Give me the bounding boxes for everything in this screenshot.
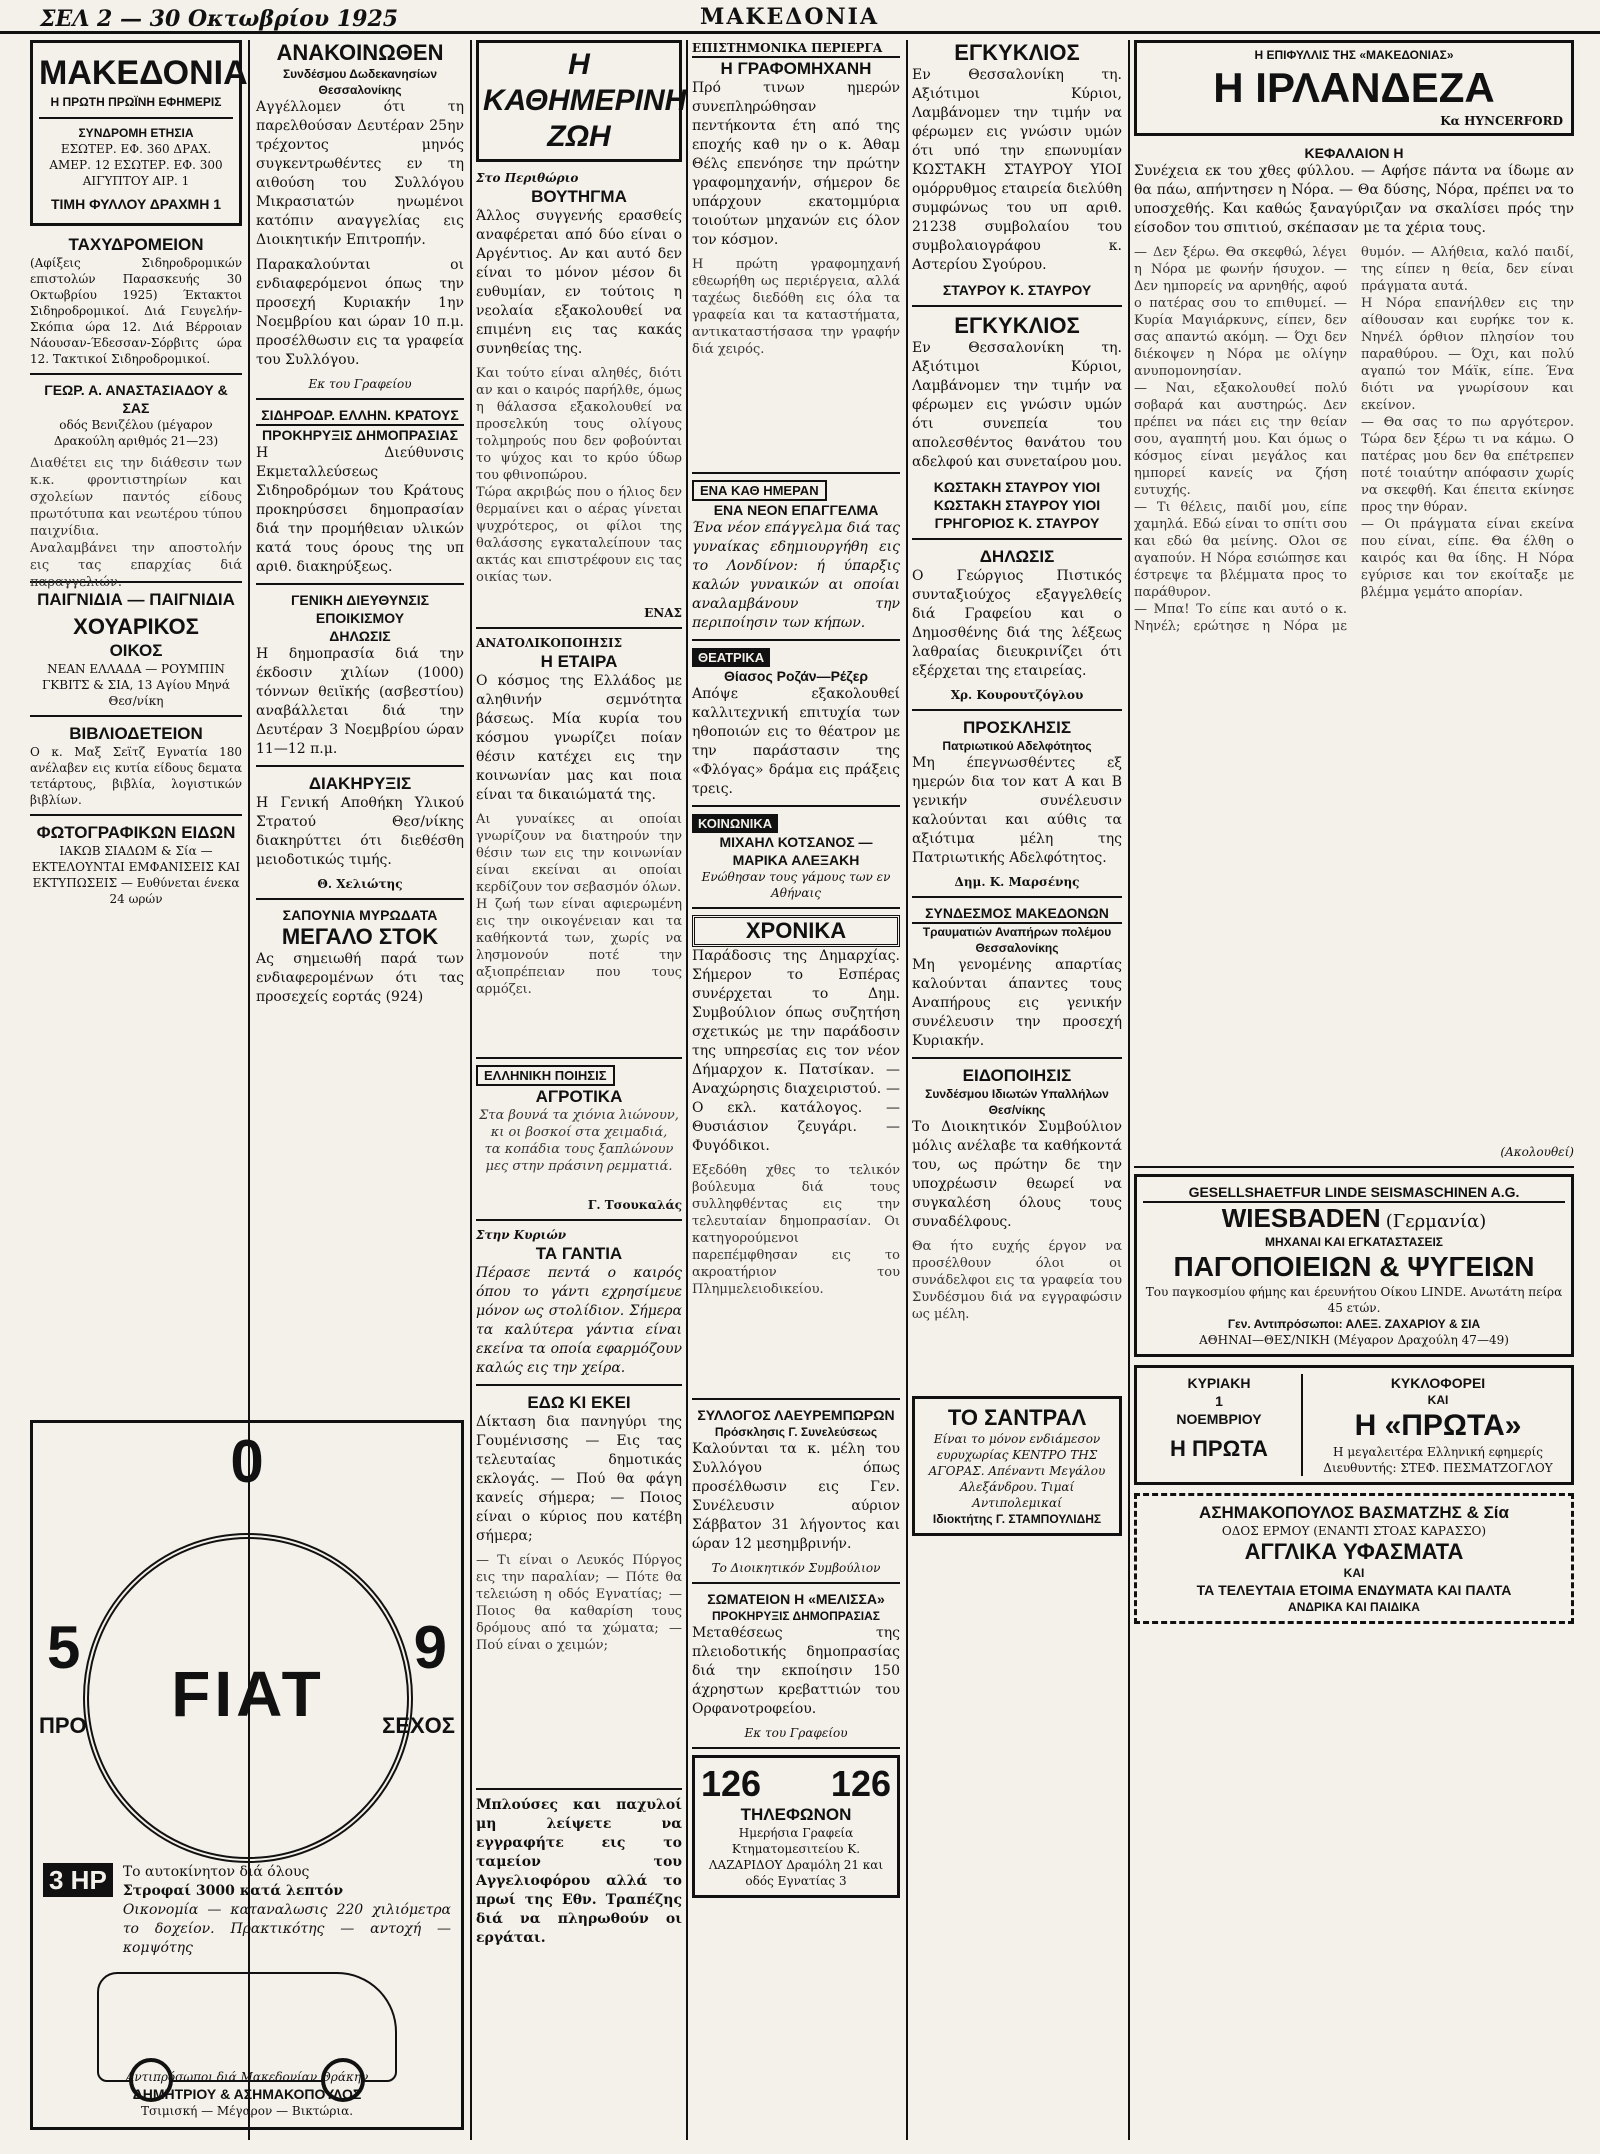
serial-continued: (Ακολουθεί) bbox=[1500, 1145, 1574, 1159]
prota-ad bbox=[1134, 1365, 1574, 1485]
santral-owner: Ιδιοκτήτης Γ. ΣΤΑΜΠΟΥΛΙΔΗΣ bbox=[932, 1512, 1102, 1526]
fiat-line-3: Οικονομία — καταναλωσις 220 χιλιόμετρα το δοχείον. Πρακτικότης — αντοχή — κομψότης bbox=[122, 1902, 451, 1956]
circular-signature-2: ΓΡΗΓΟΡΙΟΣ Κ. ΣΤΑΥΡΟΥ bbox=[934, 515, 1100, 531]
fiat-right-word: ΣΕΧΟΣ bbox=[382, 1713, 455, 1738]
fiat-agent-address: Τσιμισκή — Μέγαρον — Βικτώρια. bbox=[140, 2104, 354, 2118]
settlement-title: ΓΕΝΙΚΗ ΔΙΕΥΘΥΝΣΙΣ ΕΠΟΙΚΙΣΜΟΥ bbox=[290, 592, 430, 626]
typewriter-title: Η ΓΡΑΦΟΜΗΧΑΝΗ bbox=[720, 59, 872, 78]
fiat-details bbox=[43, 1863, 451, 2082]
linde-agent: Γεν. Αντιπρόσωποι: ΑΛΕΞ. ΖΑΧΑΡΙΟΥ & ΣΙΑ bbox=[1227, 1317, 1481, 1331]
gloves-title: ΤΑ ΓΑΝΤΙΑ bbox=[535, 1244, 623, 1263]
linde-line: ΜΗΧΑΝΑΙ ΚΑΙ ΕΓΚΑΤΑΣΤΑΣΕΙΣ bbox=[1264, 1235, 1444, 1249]
stock-title: ΜΕΓΑΛΟ ΣΤΟΚ bbox=[281, 924, 439, 949]
railway-title: ΣΙΔΗΡΟΔΡ. ΕΛΛΗΝ. ΚΡΑΤΟΥΣ bbox=[256, 406, 464, 426]
circular-firm-1: ΚΩΣΤΑΚΗ ΣΤΑΥΡΟΥ ΥΙΟΙ bbox=[933, 479, 1101, 495]
santral-ad bbox=[912, 1396, 1122, 1536]
margin-signature: ΕΝΑΣ bbox=[644, 606, 682, 620]
column-3 bbox=[476, 40, 687, 2130]
invitation-signature: Δημ. Κ. Μαρσένης bbox=[954, 875, 1080, 889]
column-2 bbox=[256, 40, 464, 1410]
daily-life-title: Η ΚΑΘΗΜΕΡΙΝΗ ΖΩΗ bbox=[483, 48, 687, 153]
prota-publish: ΚΥΚΛΟΦΟΡΕΙ bbox=[1390, 1375, 1486, 1391]
notice-body: Θα ήτο ευχής έργον να προσέλθουν όλοι οι συνάδελφοι εις τα γραφεία του Συνδέσμου διά να εγγραφώσιν ως μέλη. bbox=[912, 1239, 1122, 1322]
prota-paper: Η ΠΡΩΤΑ bbox=[1170, 1436, 1268, 1461]
poetry-body: Στα βουνά τα χιόνια λιώνουν, κι οι βοσκοί στα χειμαδιά, τα κοπάδια τους ξαπλώνουν μες στην πράσινη ρεμματιά. bbox=[479, 1108, 679, 1174]
asimakopoulos-ad bbox=[1134, 1493, 1574, 1624]
house-title: ΧΟΥΑΡΙΚΟΣ bbox=[73, 614, 199, 639]
announcement-subtitle: Συνδέσμου Δωδεκανησίων Θεσσαλονίκης bbox=[282, 67, 438, 97]
telephone-number-left: 126 bbox=[701, 1763, 762, 1804]
asimakopoulos-sub: ΑΝΔΡΙΚΑ ΚΑΙ ΠΑΙΔΙΚΑ bbox=[1288, 1600, 1420, 1614]
fiat-advertisement bbox=[30, 1420, 464, 2130]
fiat-left-digit: 5 bbox=[47, 1614, 81, 1681]
fiat-agent: Αντιπρόσωποι διά Μακεδονίαν Θράκην bbox=[125, 2070, 369, 2084]
fiat-right-digit: 9 bbox=[413, 1614, 447, 1681]
asimakopoulos-title: ΑΣΗΜΑΚΟΠΟΥΛΟΣ ΒΑΣΜΑΤΖΗΣ & Σία bbox=[1199, 1503, 1509, 1522]
announcement-text-1: Αγγέλλομεν ότι τη παρελθούσαν Δευτέραν 25ην τρέχοντος μηνός συγκεντρωθέντες εν τη αιθούση του Συλλόγου Μικρασιατών ηνωμένοι κατόπιν αναγγελίας εις Διοικητικήν Επιτροπήν. bbox=[256, 99, 464, 248]
union-title: ΣΥΝΔΕΣΜΟΣ ΜΑΚΕΔΟΝΩΝ bbox=[912, 904, 1122, 924]
serial-title: Η ΙΡΛΑΝΔΕΖΑ bbox=[1213, 64, 1495, 111]
prota-info-block bbox=[1311, 1374, 1565, 1476]
gloves-text: Πέρασε πεντά ο καιρός όπου το γάντι εχρησίμευε μόνον ως στολίδιον. Σήμερα τα καλύτερα γάντια είναι εκείνα τα οποία εφαρμόζουν καλώς εις την χείρα. bbox=[476, 1265, 682, 1376]
asimakopoulos-address: ΟΔΟΣ ΕΡΜΟΥ (ΕΝΑΝΤΙ ΣΤΟΑΣ ΚΑΡΑΣΣΟ) bbox=[1221, 1524, 1487, 1538]
prota-description: Η μεγαλειτέρα Ελληνική εφημερίς bbox=[1333, 1445, 1543, 1459]
column-divider bbox=[1128, 40, 1130, 2140]
railway-text: Η Διεύθυνσις Εκμεταλλεύσεως Σιδηροδρόμων του Κράτους προκηρύσσει δημοπρασίαν διά την προμήθειαν υλικών κατά τους όρους της υπ αριθ. διακηρύξεως. bbox=[256, 445, 464, 575]
chronicles-body: Εξεδόθη χθες το τελικόν βούλευμα διά τους συλληφθέντας εις την τελευταίαν δημοπρασίαν. Οι κατηγορούμενοι παρεπέμφθησαν εις το ακροατήριον του Πλημμελειοδικείου. bbox=[692, 1163, 900, 1297]
invitation-title: ΠΡΟΣΚΛΗΣΙΣ bbox=[962, 718, 1072, 737]
here-there-text: Δίκταση δια πανηγύρι της Γουμένισσης — Εις τας τελευταίας δημοτικάς εκλογάς. — Πού θα φάγη κανείς σήμερα; — Ποιος είναι ο κύριος που κατέβη σήμερα; bbox=[476, 1414, 682, 1544]
fiat-left-word: ΠΡΟ bbox=[39, 1713, 87, 1738]
margin-tag: Στο Περιθώριο bbox=[476, 171, 579, 185]
notice-text: Το Διοικητικόν Συμβούλιον μόλις ανέλαβε τα καθήκοντά του, ως πρώτην δε την υποχρέωσιν θεωρεί να συγκαλέση όλους τους συναδέλφους. bbox=[912, 1119, 1122, 1230]
house-text: ΝΕΑΝ ΕΛΛΑΔΑ — ΡΟΥΜΠΙΝ ΓΚΒΙΤΣ & ΣΙΑ, 13 Αγίου Μηνά Θεσ/νίκη bbox=[41, 662, 230, 708]
page-dateline: ΣΕΛ 2 — 30 Οκτωβρίου 1925 bbox=[40, 6, 399, 32]
poetry-signature: Γ. Τσουκαλάς bbox=[587, 1198, 682, 1212]
assoc-text: Καλούνται τα κ. μέλη του Συλλόγου όπως προσέλθωσιν εις Γεν. Συνέλευσιν αύριον Σάββατον 31 λήγοντος και ώραν 12 μεσημβρινήν. bbox=[692, 1441, 900, 1552]
poetry-title: ΑΓΡΟΤΙΚΑ bbox=[535, 1087, 623, 1106]
linde-ad bbox=[1134, 1174, 1574, 1357]
railway-subtitle: ΠΡΟΚΗΡΥΞΙΣ ΔΗΜΟΠΡΑΣΙΑΣ bbox=[262, 427, 458, 443]
linde-city: WIESBADEN bbox=[1221, 1203, 1381, 1233]
statement-title: ΔΗΛΩΣΙΣ bbox=[979, 547, 1055, 566]
assoc-subtitle: Πρόσκλησις Γ. Συνελεύσεως bbox=[714, 1425, 878, 1439]
settlement-subtitle: ΔΗΛΩΣΙΣ bbox=[329, 628, 391, 644]
toys-title: ΠΑΙΓΝΙΔΙΑ — ΠΑΙΓΝΙΔΙΑ bbox=[37, 590, 235, 609]
margin-title: ΒΟΥΤΗΓΜΑ bbox=[531, 187, 627, 206]
announcement-signature: Εκ του Γραφείου bbox=[308, 377, 412, 391]
photo-text: ΙΑΚΩΒ ΣΙΑΔΩΜ & Σία — ΕΚΤΕΛΟΥΝΤΑΙ ΕΜΦΑΝΙΣΕΙΣ ΚΑΙ ΕΚΤΥΠΩΣΕΙΣ — Ευθύνεται ένεκα 24 ωρών bbox=[31, 844, 241, 906]
prota-month: ΝΟΕΜΒΡΙΟΥ bbox=[1176, 1411, 1262, 1427]
masthead-box bbox=[30, 40, 248, 226]
fiat-brand: FIAT bbox=[171, 1658, 325, 1730]
assoc-signature: Το Διοικητικόν Συμβούλιον bbox=[711, 1561, 881, 1575]
union-text: Μη γενομένης απαρτίας καλούνται άπαντες τους Αναπήρους εις γενικήν συνέλευσιν την προσεχή Κυριακήν. bbox=[912, 957, 1122, 1049]
statement-signature: Χρ. Κουρουτζόγλου bbox=[950, 688, 1084, 702]
column-divider bbox=[906, 40, 908, 2140]
fiat-agent-names: ΔΗΜΗΤΡΙΟΥ & ΑΣΗΜΑΚΟΠΟΥΛΟΣ bbox=[132, 2086, 362, 2102]
declaration-signature: Θ. Χελιώτης bbox=[317, 877, 403, 891]
announcement-title: ΑΝΑΚΟΙΝΩΘΕΝ bbox=[276, 40, 444, 65]
fiat-line-1: Το αυτοκίνητον διά όλους bbox=[122, 1864, 310, 1880]
prota-date-block bbox=[1143, 1374, 1303, 1476]
margin-body: Και τούτο είναι αληθές, διότι αν και ο καιρός παρήλθε, όμως η θάλασσα εξακολουθεί να προσελκύη τους ολίγους τολμηρούς που δεν φοβούνται το ψύχος και το κρύο ύδωρ του φθινοπώρου. Τώρα ακριβώς που ο ήλιος δεν θερμαίνει και ο αέρας γίνεται ψυχρότερος, οι φίλοι της θαλάσσης εγκαταλείπουν τας ακτάς και επιστρέφουν εις τας οικίας των. bbox=[476, 366, 682, 585]
here-there-title: ΕΔΩ ΚΙ ΕΚΕΙ bbox=[527, 1393, 631, 1412]
subscription-text: ΕΣΩΤΕΡ. ΕΦ. 360 ΔΡΑΧ. ΑΜΕΡ. 12 ΕΣΩΤΕΡ. ΕΦ. 300 ΑΙΓΥΠΤΟΥ ΑΙΡ. 1 bbox=[49, 142, 223, 188]
etaira-title: Η ΕΤΑΙΡΑ bbox=[540, 652, 618, 671]
circular-signature-1: ΣΤΑΥΡΟΥ Κ. ΣΤΑΥΡΟΥ bbox=[942, 282, 1092, 298]
typewriter-body: Η πρώτη γραφομηχανή εθεωρήθη ως περιέργεια, αλλά ταχέως διεδόθη εις όλα τα γραφεία και τα καταστήματα, αντικαταστήσασα την γραφήν διά χειρός. bbox=[692, 257, 900, 357]
etaira-body: Αι γυναίκες αι οποίαι γνωρίζουν να διατηρούν την θέσιν των εις την κοινωνίαν είναι εκείναι αι οποίαι κερδίζουν τον σεβασμόν όλων. Η ζωή των είναι αφιερωμένη εις την οικογένειαν και τα καθήκοντά των, χωρίς να λησμονούν ποτέ την αξιοπρέπειαν που τους αρμόζει. bbox=[476, 812, 682, 997]
books-title: ΒΙΒΛΙΟΔΕΤΕΙΟΝ bbox=[69, 724, 203, 743]
page-header bbox=[0, 0, 1600, 34]
telephone-ad bbox=[692, 1755, 900, 1898]
fiat-agent-block bbox=[33, 2069, 461, 2119]
statement-text: Ο Γεώργιος Πιστικός συνταξιούχος εξαγγελθείς διά Γραφείου και ο Δημοσθένης διά της λέξεως λαθραίας διευκρινίζει ότι εξέρχεται της εταιρείας. bbox=[912, 568, 1122, 679]
etaira-tag: ΑΝΑΤΟΛΙΚΟΠΟΙΗΣΙΣ bbox=[476, 636, 623, 650]
circular-firm-2: ΚΩΣΤΑΚΗ ΣΤΑΥΡΟΥ ΥΙΟΙ bbox=[933, 497, 1101, 513]
linde-address: ΑΘΗΝΑΙ—ΘΕΣ/ΝΙΚΗ (Μέγαρον Δραχούλη 47—49) bbox=[1199, 1333, 1509, 1347]
announcement-text-2: Παρακαλούνται οι ενδιαφερόμενοι όπως την προσεχή Κυριακήν 1ην Νοεμβρίου και ώραν 10 π.μ. προσέλθωσιν εις τα γραφεία του Συλλόγου. bbox=[256, 257, 464, 368]
declaration-text: Η Γενική Αποθήκη Υλικού Στρατού Θεσ/νίκης διακηρύττει ότι διεθέσθη μειοδοτικώς τιμής. bbox=[256, 795, 464, 868]
melissa-signature: Εκ του Γραφείου bbox=[744, 1726, 848, 1740]
newspaper-title: ΜΑΚΕΔΟΝΙΑ bbox=[39, 54, 248, 92]
typewriter-text: Πρό τινων ημερών συνεπληρώθησαν πεντήκοντα έτη από της εποχής καθ ην ο κ. Άθαμ Θέλς επενόησε την πρώτην γραφομηχανήν, σήμερον δε υπάρχουν εκατομμύρια τοιούτων μηχανών εις όλον τον κόσμον. bbox=[692, 80, 900, 248]
chronicles-title: ΧΡΟΝΙΚΑ bbox=[692, 915, 900, 947]
shop-text: οδός Βενιζέλου (μέγαρον Δρακούλη αριθμός 21—23) bbox=[53, 418, 219, 448]
fiat-emblem bbox=[83, 1533, 413, 1863]
linde-country: (Γερμανία) bbox=[1385, 1211, 1487, 1232]
asimakopoulos-line: ΤΑ ΤΕΛΕΥΤΑΙΑ ΕΤΟΙΜΑ ΕΝΔΥΜΑΤΑ ΚΑΙ ΠΑΛΤΑ bbox=[1196, 1582, 1512, 1598]
daily-life-banner bbox=[476, 40, 687, 162]
circular-text-2: Εν Θεσσαλονίκη τη. Αξιότιμοι Κύριοι, Λαμβάνομεν την τιμήν να φέρωμεν εις γνώσιν υμών ότι συνεπεία του απολεσθέντος θανάτου του αδελφού και συνεταίρου μου. bbox=[912, 340, 1122, 470]
notice-title: ΕΙΔΟΠΟΙΗΣΙΣ bbox=[962, 1066, 1072, 1085]
photo-title: ΦΩΤΟΓΡΑΦΙΚΩΝ ΕΙΔΩΝ bbox=[36, 823, 236, 842]
column-1 bbox=[30, 40, 248, 1410]
fiat-model: 3 ΗΡ bbox=[43, 1863, 113, 1897]
prota-title: Η «ΠΡΩΤΑ» bbox=[1354, 1409, 1522, 1442]
telephone-label: ΤΗΛΕΦΩΝΟΝ bbox=[740, 1805, 852, 1824]
serial-banner bbox=[1134, 40, 1574, 136]
column-4 bbox=[692, 40, 900, 2130]
serial-text: Συνέχεια εκ του χθες φύλλου. — Αφήσε πάντα να ίδωμε αν θα πάω, απήντησεν η Νόρα. — Θα δύσης, Νόρα, πρέπει να το υποσχεθής. Και καθώς ξαναγύριζαν να σκαλίσει πρός την είσοδον του σπιτιού, σκέπασαν με τα χέρια τους. bbox=[1134, 163, 1574, 236]
fiat-line-2: Στροφαί 3000 κατά λεπτόν bbox=[122, 1883, 344, 1899]
column-5 bbox=[912, 40, 1122, 2130]
asimakopoulos-and: ΚΑΙ bbox=[1343, 1566, 1365, 1580]
santral-text: Είναι το μόνον ενδιάμεσον ευρυχωρίας ΚΕΝΤΡΟ ΤΗΣ ΑΓΟΡΑΣ. Απέναντι Μεγάλου Αλεξάνδρου. Τιμαί Αντιπολεμικαί bbox=[928, 1432, 1106, 1510]
profession-title: ΕΝΑ ΝΕΟΝ ΕΠΑΓΓΕΛΜΑ bbox=[713, 502, 879, 518]
car-illustration bbox=[97, 1972, 397, 2082]
circular-text-1: Εν Θεσσαλονίκη τη. Αξιότιμοι Κύριοι, Λαμβάνομεν την τιμήν να φέρωμεν εις γνώσιν υμών ότι υπό την επωνυμίαν ΚΩΣΤΑΚΗ ΣΤΑΥΡΟΥ ΥΙΟΙ ομόρρυθμος εταιρεία διελύθη συμφώνως του υπ αριθ. 21238 συμβολαίου του συμβολαιογράφου κ. Αστερίου Σγούρου. bbox=[912, 67, 1122, 273]
poetry-tag: ΕΛΛΗΝΙΚΗ ΠΟΙΗΣΙΣ bbox=[476, 1065, 615, 1086]
profession-text: Ένα νέον επάγγελμα διά τας γυναίκας εδημιουργήθη εις το Λονδίνον: ή ύπαρξις καλών γυναικών αι οποίαι αναλαμβάνουν την περιποίησιν των κήπων. bbox=[692, 520, 900, 631]
social-tag: ΚΟΙΝΩΝΙΚΑ bbox=[692, 814, 778, 833]
circular-title-1: ΕΓΚΥΚΛΙΟΣ bbox=[954, 40, 1080, 65]
house-subtitle: ΟΙΚΟΣ bbox=[109, 641, 163, 660]
serial-chapter: ΚΕΦΑΛΑΙΟΝ Η bbox=[1304, 145, 1404, 161]
serial-label: Η ΕΠΙΦΥΛΛΙΣ ΤΗΣ «ΜΑΚΕΔΟΝΙΑΣ» bbox=[1254, 48, 1454, 62]
typewriter-tag: ΕΠΙΣΤΗΜΟΝΙΚΑ ΠΕΡΙΕΡΓΑ bbox=[692, 40, 900, 58]
fiat-top-digit: 0 bbox=[230, 1428, 264, 1495]
linde-main: ΠΑΓΟΠΟΙΕΙΩΝ & ΨΥΓΕΙΩΝ bbox=[1173, 1251, 1535, 1282]
here-there-body: — Τι είναι ο Λευκός Πύργος εις την παραλίαν; — Πότε θα τελειώση η οδός Εγνατίας; — Ποιος θα καθαρίση τους δρόμους από τα χώματα; — Πού είναι ο χειμών; bbox=[476, 1553, 682, 1653]
assoc-title: ΣΥΛΛΟΓΟΣ ΛΑΕΥΡΕΜΠΩΡΩΝ bbox=[697, 1407, 895, 1423]
prota-day: ΚΥΡΙΑΚΗ bbox=[1187, 1375, 1251, 1391]
prota-editor: Διευθυντής: ΣΤΕΦ. ΠΕΣΜΑΤΖΟΓΛΟΥ bbox=[1323, 1461, 1553, 1475]
gloves-tag: Στην Κυριών bbox=[476, 1228, 567, 1242]
stock-text: Ας σημειωθή παρά των ενδιαφερομένων ότι τας προσεχείς εορτάς (924) bbox=[256, 951, 464, 1005]
page-paper-name: ΜΑΚΕΔΟΝΙΑ bbox=[700, 4, 880, 30]
subscription-title: ΣΥΝΔΡΟΜΗ ΕΤΗΣΙΑ bbox=[78, 126, 194, 140]
theatre-tag: ΘΕΑΤΡΙΚΑ bbox=[692, 648, 770, 667]
invitation-text: Μη έπεγνωσθέντες εξ ημερών δια τον κατ Α και Β γενικήν συνέλευσιν καλούνται και αύθις τα αξιότιμα μέλη της Πατριωτικής Αδελφότητος. bbox=[912, 755, 1122, 866]
declaration-title: ΔΙΑΚΗΡΥΞΙΣ bbox=[308, 774, 412, 793]
soap-title: ΣΑΠΟΥΝΙΑ ΜΥΡΩΔΑΤΑ bbox=[282, 907, 438, 923]
prota-and: ΚΑΙ bbox=[1427, 1393, 1449, 1407]
telephone-text: Ημερήσια Γραφεία Κτηματομεσιτείου Κ. ΛΑΖΑΡΙΔΟΥ Δραμόλη 21 και οδός Εγνατίας 3 bbox=[708, 1826, 884, 1888]
melissa-subtitle: ΠΡΟΚΗΡΥΞΙΣ ΔΗΜΟΠΡΑΣΙΑΣ bbox=[712, 1609, 880, 1623]
melissa-text: Μεταθέσεως της πλειοδοτικής δημοπρασίας διά την εκποίησιν 150 άχρηστων κρεβαττιών του Ορφανοτροφείου. bbox=[692, 1625, 900, 1717]
newspaper-subtitle: Η ΠΡΩΤΗ ΠΡΩΪΝΗ ΕΦΗΜΕΡΙΣ bbox=[50, 95, 222, 109]
post-text: (Αφίξεις Σιδηροδρομικών επιστολών Παρασκευής 30 Οκτωβρίου 1925) Έκτακτοι Σιδηροδρομικοί. Διά Γευγελήν-Σκόπια ώρα 12. Διά Βέρροιαν Νάουσαν-Έδεσσαν-Σόρβιτς ώρα 12. Τακτικοί Σιδηροδρομικοί. bbox=[30, 256, 242, 366]
chronicles-text: Παράδοσις της Δημαρχίας. Σήμερον το Εσπέρας συνέρχεται το Δημ. Συμβούλιον όπως συζητήση σχετικώς με την παράδοσιν της υπηρεσίας εις τον νέον Δήμαρχον κ. Πατσίκαν. — Αναχώρησις διαχειριστού. — Ο εκλ. κατάλογος. — Θυσιάσιον ζευγάρι. — Φυγόδικοι. bbox=[692, 948, 900, 1154]
invitation-subtitle: Πατριωτικού Αδελφότητος bbox=[942, 739, 1092, 753]
margin-text: Άλλος συγγενής ερασθείς αναφέρεται από δύο είναι ο Αργέντιος. Αν και αυτό δεν είναι το μόνον μέσον δι ευθυμίαν, εν τούτοις η νεολαία εξακολουθεί να επιμένη εις τας κακάς συνηθείας της. bbox=[476, 208, 682, 357]
union-subtitle: Τραυματιών Αναπήρων πολέμου Θεσσαλονίκης bbox=[922, 925, 1112, 955]
profession-tag: ΕΝΑ ΚΑΘ ΗΜΕΡΑΝ bbox=[692, 480, 827, 501]
serial-body: — Δεν ξέρω. Θα σκεφθώ, λέγει η Νόρα με φωνήν ήσυχον. — Δεν ημπορείς να αρνηθής, αφού ο πατέρας σου το επιθυμεί. — Κυρία Μαγιάρκυνς, είπεν, δεν σας απαντώ ακόμη. — Όχι δεν διέκοψεν η Νόρα με ολίγην ανυπομονησίαν. — Ναι, εξακολουθεί πολύ σοβαρά και αυστηρώς. Δεν πρέπει να πάει εις την θείαν σου, αγαπητή μου. Και όμως ο κόσμος είναι μεγάλος και ημπορεί κανείς να ζήση ευτυχής. — Τι θέλεις, παιδί μου, είπε χαμηλά. Εδώ είναι το σπίτι σου και εδώ θα μείνης. Ολοι σε αγαπούν. Η Νόρα εσιώπησε και έστρεψε τα βλέμματα προς το παράθυρον. — Μπα! Το είπε και αυτό ο κ. Νηνέλ; ερώτησε η Νόρα με θυμόν. — Αλήθεια, καλό παιδί, της είπεν η θεία, δεν είναι πράγματα αυτά. Η Νόρα επανήλθεν εις την αίθουσαν και ευρήκε τον κ. Νηνέλ όρθιον πλησίον του παραθύρου. — Όχι, και πολύ αγαπώ τον Μάϊκ, είπε. Ένα διότι να γνωρίσουν και εκείνον. — Θα σας το πω αργότερον. Τώρα δεν ξέρω τι να κάμω. Ο πατέρας μου δεν θα επέτρεπεν ποτέ τοιαύτην απόφασιν χωρίς να σκεφθή. Και έπειτα εκίνησε προς την θύραν. — Οι πράγματα είναι εκείνα που είναι, είπε. Θα έλθη ο καιρός και θα ίδης. Η Νόρα εγύρισε και τον εκοίταξε με βλέμμα γεμάτο απορίαν. bbox=[1134, 245, 1574, 634]
shop-body: Διαθέτει εις την διάθεσιν των κ.κ. φροντιστηρίων και σχολείων παντός είδους πρωτότυπα και νεωτέρου τύπου παιχνίδια. Αναλαμβάνει την αποστολήν εις τας επαρχίας διά παραγγελιών. bbox=[30, 456, 242, 590]
closing-text: Μπλούσες και παχυλοί μη λείψετε να εγγραφήτε εις το ταμείον του Αγγελιοφόρου αλλά το πρωί της Εθν. Τραπέζης διά να πληρωθούν οι εργάται. bbox=[476, 1797, 682, 1946]
notice-subtitle: Συνδέσμου Ιδιωτών Υπαλλήλων Θεσ/νίκης bbox=[925, 1087, 1109, 1117]
books-text: Ο κ. Μαξ Σεϊτζ Εγνατία 180 ανέλαβεν εις κυτία είδους δεματα τετάρτους, βιβλία, λογιστικών βιβλίων. bbox=[30, 745, 242, 807]
circular-title-2: ΕΓΚΥΚΛΙΟΣ bbox=[954, 313, 1080, 338]
linde-brand: GESELLSHAETFUR LINDE SEISMASCHINEN A.G. bbox=[1143, 1183, 1565, 1203]
column-divider bbox=[470, 40, 472, 2140]
post-title: ΤΑΧΥΔΡΟΜΕΙΟΝ bbox=[68, 235, 204, 254]
column-6 bbox=[1134, 40, 1574, 2130]
serial-author: Κα HYNCERFORD bbox=[1440, 114, 1563, 128]
price-line: ΤΙΜΗ ΦΥΛΛΟΥ ΔΡΑΧΜΗ 1 bbox=[50, 196, 222, 212]
column-divider bbox=[686, 40, 688, 2140]
theatre-text: Απόψε εξακολουθεί καλλιτεχνική επιτυχία των ηθοποιών εις το θέατρον με την παράστασιν της «Φλόγας» δράμα εις πράξεις τρεις. bbox=[692, 686, 900, 797]
santral-title: ΤΟ ΣΑΝΤΡΑΛ bbox=[947, 1405, 1087, 1430]
asimakopoulos-main: ΑΓΓΛΙΚΑ ΥΦΑΣΜΑΤΑ bbox=[1244, 1539, 1464, 1564]
shop-title: ΓΕΩΡ. Α. ΑΝΑΣΤΑΣΙΑΔΟΥ & ΣΑΣ bbox=[44, 382, 228, 416]
melissa-title: ΣΩΜΑΤΕΙΟΝ Η «ΜΕΛΙΣΣΑ» bbox=[707, 1591, 885, 1607]
social-subtitle: Ενώθησαν τους γάμους των εν Αθήναις bbox=[701, 870, 891, 900]
etaira-text: Ο κόσμος της Ελλάδος με αληθινήν σεμνότητα βάσεως. Μία κυρία του κόσμου γνωρίζει ποίαν θέσιν κατέχει εις την κοινωνίαν μας και ποια είναι τα δικαιώματά της. bbox=[476, 673, 682, 803]
theatre-title: Θίασος Ροζάν—Ρέζερ bbox=[723, 668, 869, 684]
telephone-number-right: 126 bbox=[830, 1763, 891, 1804]
linde-text: Του παγκοσμίου φήμης και έρευνήτου Οίκου LINDE. Ανωτάτη πείρα 45 ετών. bbox=[1145, 1285, 1563, 1315]
settlement-text: Η δημοπρασία διά την έκδοσιν χιλίων (1000) τόννων θειϊκής (ασβεστίου) αναβάλλεται διά την Δευτέραν 3 Νοεμβρίου ώραν 11—12 π.μ. bbox=[256, 646, 464, 757]
prota-date: 1 bbox=[1215, 1393, 1223, 1409]
social-title: ΜΙΧΑΗΛ ΚΟΤΣΑΝΟΣ — ΜΑΡΙΚΑ ΑΛΕΞΑΚΗ bbox=[719, 834, 873, 868]
